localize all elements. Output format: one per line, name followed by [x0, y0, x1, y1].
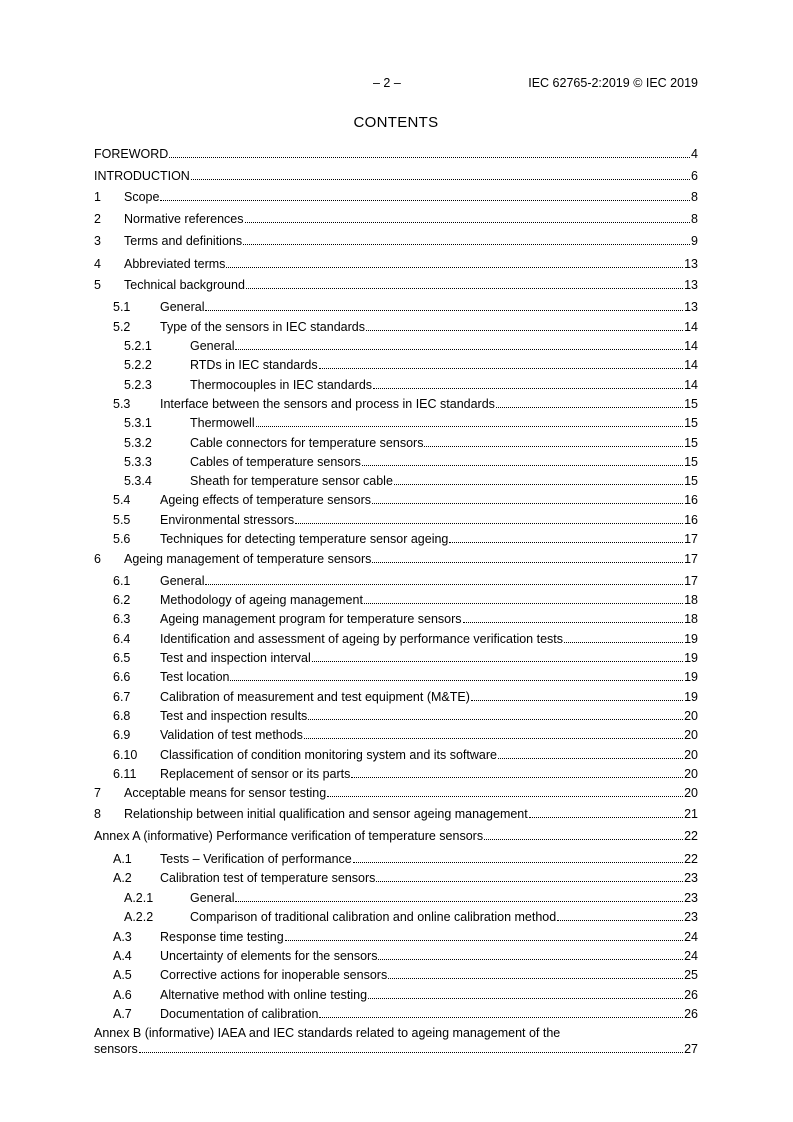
toc-entry[interactable] [94, 319, 698, 335]
toc-entry[interactable] [94, 785, 698, 801]
toc-entry-number: 6.6 [113, 670, 131, 684]
toc-entry-number: 5.1 [113, 300, 131, 314]
toc-entry[interactable] [94, 454, 698, 470]
toc-entry-page: 6 [691, 169, 698, 183]
dot-leader [191, 168, 690, 180]
toc-entry-title: INTRODUCTION [94, 169, 190, 183]
toc-entry-page: 15 [684, 397, 698, 411]
toc-entry[interactable] [94, 747, 698, 763]
dot-leader [285, 929, 683, 941]
toc-entry[interactable] [94, 611, 698, 627]
toc-entry-page: 22 [684, 829, 698, 843]
toc-entry-number: 6.11 [113, 767, 137, 781]
toc-entry-number: 6.3 [113, 612, 131, 626]
toc-entry-number: 6.7 [113, 690, 131, 704]
toc-entry-title: Scope [124, 190, 160, 204]
document-reference: IEC 62765-2:2019 © IEC 2019 [528, 76, 698, 90]
toc-entry-page: 25 [684, 968, 698, 982]
toc-entry-page: 15 [684, 416, 698, 430]
toc-entry-page: 14 [684, 378, 698, 392]
toc-entry-number: 5.2 [113, 320, 131, 334]
dot-leader [256, 415, 683, 427]
toc-entry-title: Calibration of measurement and test equipment (M&TE) [160, 690, 470, 704]
toc-entry[interactable] [94, 473, 698, 489]
dot-leader [449, 531, 683, 543]
toc-entry[interactable] [94, 396, 698, 412]
toc-entry-title: sensors [94, 1042, 138, 1056]
toc-entry[interactable] [94, 948, 698, 964]
toc-entry-number: 5.2.2 [124, 358, 152, 372]
toc-entry-number: 4 [94, 257, 101, 271]
dot-leader [372, 492, 683, 504]
toc-entry-page: 20 [684, 728, 698, 742]
toc-entry-title: General [190, 891, 235, 905]
dot-leader [245, 211, 691, 223]
toc-entry[interactable] [94, 512, 698, 528]
toc-entry[interactable] [94, 277, 698, 293]
dot-leader [160, 189, 690, 201]
toc-entry-number: 6.8 [113, 709, 131, 723]
toc-entry-title: Thermocouples in IEC standards [190, 378, 373, 392]
page-title: CONTENTS [353, 114, 439, 131]
toc-entry[interactable] [94, 708, 698, 724]
dot-leader [564, 631, 683, 643]
dot-leader [243, 233, 690, 245]
toc-entry-title: Ageing management program for temperature sensors [160, 612, 462, 626]
toc-entry[interactable] [94, 357, 698, 373]
toc-entry[interactable] [94, 631, 698, 647]
toc-entry-page: 8 [691, 190, 698, 204]
toc-entry-page: 17 [684, 574, 698, 588]
toc-entry[interactable] [94, 1041, 698, 1057]
dot-leader [169, 146, 690, 158]
toc-entry-page: 15 [684, 474, 698, 488]
toc-entry[interactable] [94, 233, 698, 249]
dot-leader [230, 669, 683, 681]
toc-entry-title: FOREWORD [94, 147, 169, 161]
toc-entry[interactable] [94, 377, 698, 393]
toc-entry-page: 23 [684, 871, 698, 885]
toc-entry[interactable] [94, 211, 698, 227]
dot-leader [388, 967, 683, 979]
toc-entry-number: 5.2.3 [124, 378, 152, 392]
dot-leader [205, 299, 683, 311]
toc-entry-title: Techniques for detecting temperature sensor ageing [160, 532, 449, 546]
toc-entry-number: 6.2 [113, 593, 131, 607]
toc-entry-title: Ageing effects of temperature sensors [160, 493, 371, 507]
toc-entry-page: 13 [684, 300, 698, 314]
dot-leader [378, 948, 683, 960]
toc-entry-number: 5 [94, 278, 101, 292]
dot-leader [463, 611, 684, 623]
toc-entry[interactable] [94, 415, 698, 431]
toc-entry-page: 24 [684, 949, 698, 963]
dot-leader [366, 319, 683, 331]
page-header [94, 76, 698, 92]
toc-entry-title: Tests – Verification of performance [160, 852, 352, 866]
toc-entry[interactable] [94, 338, 698, 354]
toc-entry-number: 6 [94, 552, 101, 566]
toc-entry[interactable] [94, 987, 698, 1003]
toc-entry-title: Cables of temperature sensors [190, 455, 361, 469]
toc-entry-title: Test location [160, 670, 230, 684]
toc-entry[interactable] [94, 727, 698, 743]
toc-entry-page: 13 [684, 257, 698, 271]
toc-entry-page: 20 [684, 709, 698, 723]
toc-entry-title: Environmental stressors [160, 513, 295, 527]
dot-leader [295, 512, 683, 524]
toc-entry-title: Normative references [124, 212, 244, 226]
toc-entry-number: 5.3.2 [124, 436, 152, 450]
toc-entry-page: 14 [684, 339, 698, 353]
toc-entry[interactable] [94, 256, 698, 272]
toc-entry-number: A.1 [113, 852, 132, 866]
toc-entry[interactable] [94, 669, 698, 685]
toc-entry-title: Relationship between initial qualification and sensor ageing management [124, 807, 528, 821]
toc-entry-page: 18 [684, 612, 698, 626]
toc-entry-page: 14 [684, 320, 698, 334]
toc-entry[interactable] [94, 689, 698, 705]
toc-entry-number: 5.5 [113, 513, 131, 527]
toc-entry-page: 27 [684, 1042, 698, 1056]
toc-entry-number: 5.2.1 [124, 339, 152, 353]
toc-entry-title: Documentation of calibration [160, 1007, 319, 1021]
toc-entry[interactable] [94, 592, 698, 608]
toc-entry-number: 2 [94, 212, 101, 226]
toc-entry-page: 20 [684, 748, 698, 762]
toc-entry-page: 20 [684, 767, 698, 781]
dot-leader [373, 377, 683, 389]
dot-leader [235, 338, 683, 350]
toc-entry[interactable] [94, 967, 698, 983]
toc-entry-number: 5.4 [113, 493, 131, 507]
toc-entry-number: 7 [94, 786, 101, 800]
toc-entry-text-line1: Annex B (informative) IAEA and IEC standards related to ageing management of the [94, 1026, 561, 1040]
toc-entry-title: Ageing management of temperature sensors [124, 552, 372, 566]
toc-entry[interactable] [94, 299, 698, 315]
dot-leader [362, 454, 683, 466]
toc-entry[interactable] [94, 146, 698, 162]
dot-leader [424, 435, 683, 447]
toc-entry-page: 19 [684, 690, 698, 704]
toc-entry-page: 20 [684, 786, 698, 800]
toc-entry-number: A.4 [113, 949, 132, 963]
toc-entry[interactable] [94, 766, 698, 782]
dot-leader [304, 727, 683, 739]
toc-entry[interactable] [94, 551, 698, 567]
dot-leader [368, 987, 683, 999]
dot-leader [246, 277, 683, 289]
toc-entry-title: Acceptable means for sensor testing [124, 786, 327, 800]
dot-leader [205, 573, 683, 585]
dot-leader [319, 357, 683, 369]
toc-entry-title: Technical background [124, 278, 245, 292]
toc-entry-title: Comparison of traditional calibration and online calibration method [190, 910, 557, 924]
dot-leader [139, 1041, 683, 1053]
dot-leader [351, 766, 683, 778]
toc-entry-title: Cable connectors for temperature sensors [190, 436, 424, 450]
toc-entry-page: 4 [691, 147, 698, 161]
toc-entry[interactable] [94, 851, 698, 867]
toc-entry-title: Terms and definitions [124, 234, 243, 248]
toc-entry-title: General [160, 574, 205, 588]
toc-entry-number: A.3 [113, 930, 132, 944]
toc-entry-number: 6.10 [113, 748, 138, 762]
toc-entry-title: General [190, 339, 235, 353]
toc-entry-number: A.2.1 [124, 891, 154, 905]
toc-entry-number: 6.4 [113, 632, 131, 646]
dot-leader [498, 747, 683, 759]
toc-entry-page: 15 [684, 436, 698, 450]
dot-leader [484, 828, 683, 840]
toc-entry[interactable] [94, 168, 698, 184]
toc-entry-page: 18 [684, 593, 698, 607]
dot-leader [529, 806, 683, 818]
toc-entry-title: Alternative method with online testing [160, 988, 368, 1002]
toc-entry-page: 23 [684, 910, 698, 924]
dot-leader [226, 256, 683, 268]
page-number: – 2 – [373, 76, 401, 90]
dot-leader [235, 890, 683, 902]
toc-entry-page: 9 [691, 234, 698, 248]
toc-entry[interactable] [94, 650, 698, 666]
toc-entry-page: 8 [691, 212, 698, 226]
toc-entry-page: 17 [684, 552, 698, 566]
toc-entry[interactable] [94, 806, 698, 822]
toc-entry-number: 5.3.1 [124, 416, 152, 430]
toc-entry[interactable] [94, 929, 698, 945]
toc-entry-title: Replacement of sensor or its parts [160, 767, 351, 781]
toc-entry-number: A.5 [113, 968, 132, 982]
toc-entry-number: A.2.2 [124, 910, 154, 924]
dot-leader [496, 396, 683, 408]
toc-entry-number: 1 [94, 190, 101, 204]
toc-entry-page: 26 [684, 988, 698, 1002]
toc-entry-page: 16 [684, 493, 698, 507]
toc-entry-title: Uncertainty of elements for the sensors [160, 949, 378, 963]
toc-entry[interactable] [94, 531, 698, 547]
toc-entry[interactable] [94, 890, 698, 906]
toc-entry[interactable] [94, 828, 698, 844]
toc-entry[interactable] [94, 909, 698, 925]
dot-leader [327, 785, 683, 797]
toc-entry-number: A.2 [113, 871, 132, 885]
toc-entry-page: 15 [684, 455, 698, 469]
dot-leader [308, 708, 683, 720]
toc-entry-number: 5.3 [113, 397, 131, 411]
toc-entry-page: 26 [684, 1007, 698, 1021]
toc-entry-page: 19 [684, 670, 698, 684]
toc-entry-title: Corrective actions for inoperable sensors [160, 968, 388, 982]
toc-entry[interactable] [94, 1006, 698, 1022]
toc-entry-page: 17 [684, 532, 698, 546]
dot-leader [372, 551, 683, 563]
toc-entry-page: 19 [684, 651, 698, 665]
toc-entry-number: 6.1 [113, 574, 131, 588]
toc-entry-title: Type of the sensors in IEC standards [160, 320, 365, 334]
toc-entry[interactable] [94, 189, 698, 205]
toc-entry-number: 6.5 [113, 651, 131, 665]
toc-entry-number: 3 [94, 234, 101, 248]
toc-entry-page: 24 [684, 930, 698, 944]
dot-leader [376, 870, 683, 882]
toc-entry-title: Test and inspection results [160, 709, 308, 723]
toc-entry-title: Interface between the sensors and process in IEC standards [160, 397, 495, 411]
toc-entry-title: Thermowell [190, 416, 255, 430]
toc-entry-title: Validation of test methods [160, 728, 303, 742]
toc-entry-page: 19 [684, 632, 698, 646]
dot-leader [364, 592, 683, 604]
toc-entry[interactable] [94, 435, 698, 451]
toc-entry-number: 5.3.3 [124, 455, 152, 469]
dot-leader [394, 473, 683, 485]
toc-entry-page: 22 [684, 852, 698, 866]
toc-entry-title: Methodology of ageing management [160, 593, 363, 607]
toc-entry-page: 21 [684, 807, 698, 821]
toc-entry-title: Response time testing [160, 930, 284, 944]
toc-entry-number: A.7 [113, 1007, 132, 1021]
toc-entry-title: Abbreviated terms [124, 257, 226, 271]
toc-entry[interactable] [94, 870, 698, 886]
toc-entry-page: 14 [684, 358, 698, 372]
toc-entry-title: Sheath for temperature sensor cable [190, 474, 393, 488]
toc-entry[interactable] [94, 492, 698, 508]
dot-leader [557, 909, 683, 921]
toc-entry-title: Annex A (informative) Performance verification of temperature sensors [94, 829, 484, 843]
toc-entry-title: General [160, 300, 205, 314]
toc-entry-title: Identification and assessment of ageing by performance verification tests [160, 632, 563, 646]
toc-entry-number: 5.3.4 [124, 474, 152, 488]
toc-entry-title: Test and inspection interval [160, 651, 311, 665]
dot-leader [471, 689, 683, 701]
toc-entry-number: 6.9 [113, 728, 131, 742]
toc-entry-number: 8 [94, 807, 101, 821]
toc-entry-number: A.6 [113, 988, 132, 1002]
dot-leader [353, 851, 683, 863]
dot-leader [312, 650, 683, 662]
toc-entry-page: 23 [684, 891, 698, 905]
toc-entry-title: RTDs in IEC standards [190, 358, 318, 372]
toc-entry-title: Calibration test of temperature sensors [160, 871, 376, 885]
dot-leader [319, 1006, 683, 1018]
toc-entry[interactable] [94, 573, 698, 589]
toc-entry-page: 16 [684, 513, 698, 527]
toc-entry-number: 5.6 [113, 532, 131, 546]
toc-entry-page: 13 [684, 278, 698, 292]
toc-entry-title: Classification of condition monitoring system and its software [160, 748, 497, 762]
